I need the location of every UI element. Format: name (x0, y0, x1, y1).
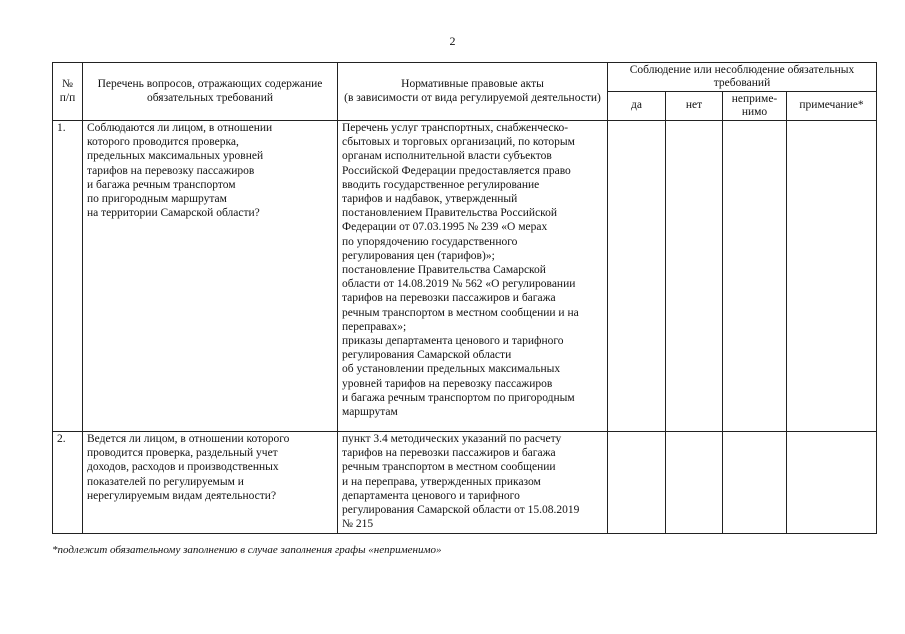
requirements-table (52, 62, 877, 534)
row-number: 1. (53, 121, 83, 432)
footnote: *подлежит обязательному заполнению в случае заполнения графы «неприменимо» (52, 544, 442, 556)
row-question: Соблюдаются ли лицом, в отношении которого проводится проверка, предельных максимальных уровней тарифов на перевозку пассажиров и багажа речным транспортом по пригородным маршрутам на территории Самарской области? (83, 121, 338, 432)
row-acts: пункт 3.4 методических указаний по расчету тарифов на перевозки пассажиров и багажа речным транспортом в местном сообщении и на переправа, утвержденных приказом департамента ценового и тарифного регулирования Самарской области от 15.08.2019 № 215 (338, 432, 608, 534)
cell-not-applicable[interactable] (723, 121, 787, 432)
header-acts: Нормативные правовые акты (в зависимости от вида регулируемой деятельности) (338, 63, 608, 121)
page-number: 2 (449, 34, 456, 48)
table-row (53, 432, 877, 534)
header-no: нет (666, 92, 723, 121)
header-yes: да (608, 92, 666, 121)
cell-no[interactable] (666, 121, 723, 432)
table-row (53, 121, 877, 432)
header-row (53, 63, 877, 92)
header-questions: Перечень вопросов, отражающих содержание обязательных требований (83, 63, 338, 121)
cell-note[interactable] (787, 432, 877, 534)
header-not-applicable: неприме- нимо (723, 92, 787, 121)
cell-no[interactable] (666, 432, 723, 534)
row-acts: Перечень услуг транспортных, снабженческо- сбытовых и торговых организаций, по которым органам исполнительной власти субъектов Российской Федерации предоставляется право вводить государственное регулирование тарифов и надбавок, утвержденный постановлением Правительства Российской Федерации от 07.03.1995 № 239 «О мерах по упорядочению государственного регулирования цен (тарифов)»; постановление Правительства Самарской области от 14.08.2019 № 562 «О регулировании тарифов на перевозки пассажиров и багажа речным транспортом в местном сообщении и на переправах»; приказы департамента ценового и тарифного регулирования Самарской области об установлении предельных максимальных уровней тарифов на перевозку пассажиров и багажа речным транспортом по пригородным маршрутам (338, 121, 608, 432)
header-num: № п/п (53, 63, 83, 121)
header-compliance: Соблюдение или несоблюдение обязательных требований (608, 63, 877, 92)
header-note: примечание* (787, 92, 877, 121)
row-number: 2. (53, 432, 83, 534)
cell-yes[interactable] (608, 432, 666, 534)
row-question: Ведется ли лицом, в отношении которого проводится проверка, раздельный учет доходов, расходов и производственных показателей по регулируемым и нерегулируемым видам деятельности? (83, 432, 338, 534)
cell-yes[interactable] (608, 121, 666, 432)
cell-note[interactable] (787, 121, 877, 432)
cell-not-applicable[interactable] (723, 432, 787, 534)
